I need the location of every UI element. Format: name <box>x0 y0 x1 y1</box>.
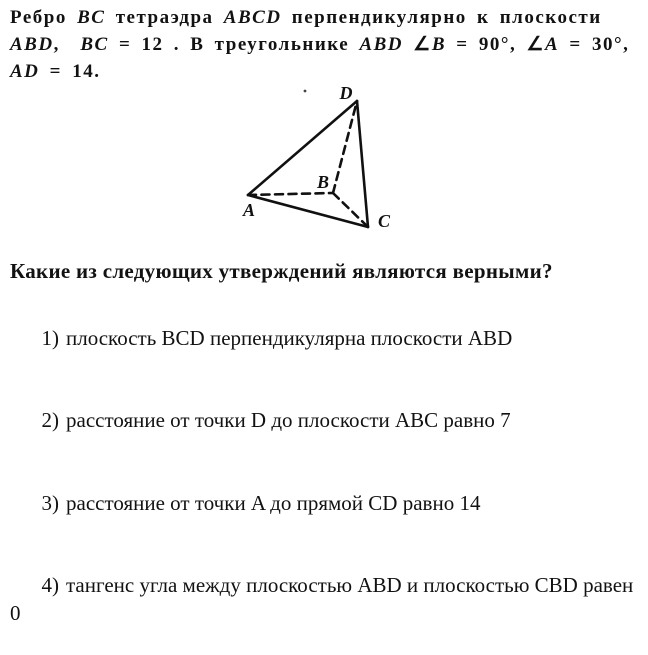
tetrahedron-diagram <box>220 85 410 240</box>
text-segment: = 12 . В треугольнике <box>108 34 360 55</box>
text-segment: AD <box>10 61 40 82</box>
edge-D-C <box>357 101 368 227</box>
text-segment: ABD <box>10 34 54 55</box>
text-segment: = 30°, <box>559 34 630 55</box>
statement-number: 1) <box>41 325 59 350</box>
problem-statement <box>10 4 635 85</box>
statement-item-3 <box>10 462 648 545</box>
text-segment: ∠ <box>403 34 432 55</box>
text-segment: ABD <box>359 34 404 55</box>
text-segment: BC <box>80 34 109 55</box>
problem-line-2 <box>10 31 635 58</box>
text-segment: ABCD <box>223 7 282 28</box>
statement-text: тангенс угла между плоскостью ABD и плоскостью CBD равен 0 <box>10 573 639 625</box>
problem-line-1 <box>10 4 635 31</box>
statement-text: плоскость BCD перпендикулярна плоскости ABD <box>66 325 513 350</box>
text-segment: = 14. <box>39 61 101 82</box>
vertex-label-C: C <box>377 211 391 231</box>
text-segment: , <box>53 34 81 55</box>
text-segment: BC <box>77 7 106 28</box>
statement-item-4 <box>10 545 648 655</box>
statement-item-2 <box>10 380 648 463</box>
statement-number: 4) <box>41 573 59 597</box>
statement-number: 2) <box>41 408 59 432</box>
text-segment: тетраэдра <box>105 7 224 28</box>
statement-item-1 <box>10 297 648 380</box>
statement-number: 3) <box>41 490 59 515</box>
text-segment: перпендикулярно к плоскости <box>281 7 602 28</box>
text-segment: A <box>544 34 560 55</box>
scan-dot-artifact <box>304 90 307 93</box>
vertex-label-B: B <box>316 172 330 192</box>
text-segment: Ребро <box>10 7 78 28</box>
edge-A-C <box>248 195 368 227</box>
statements-list <box>10 297 648 655</box>
edge-A-B <box>248 193 333 195</box>
edge-B-D <box>333 101 357 193</box>
problem-line-3 <box>10 58 635 85</box>
edge-A-D <box>248 101 357 195</box>
vertex-label-D: D <box>339 85 353 103</box>
question-heading: Какие из следующих утверждений являются верными? <box>10 259 553 283</box>
statement-text: расстояние от точки A до прямой CD равно 14 <box>66 490 481 515</box>
statement-text: расстояние от точки D до плоскости ABC равно 7 <box>66 408 511 432</box>
text-segment: B <box>431 34 447 55</box>
vertex-label-A: A <box>242 200 256 220</box>
text-segment: = 90°, ∠ <box>446 34 545 55</box>
